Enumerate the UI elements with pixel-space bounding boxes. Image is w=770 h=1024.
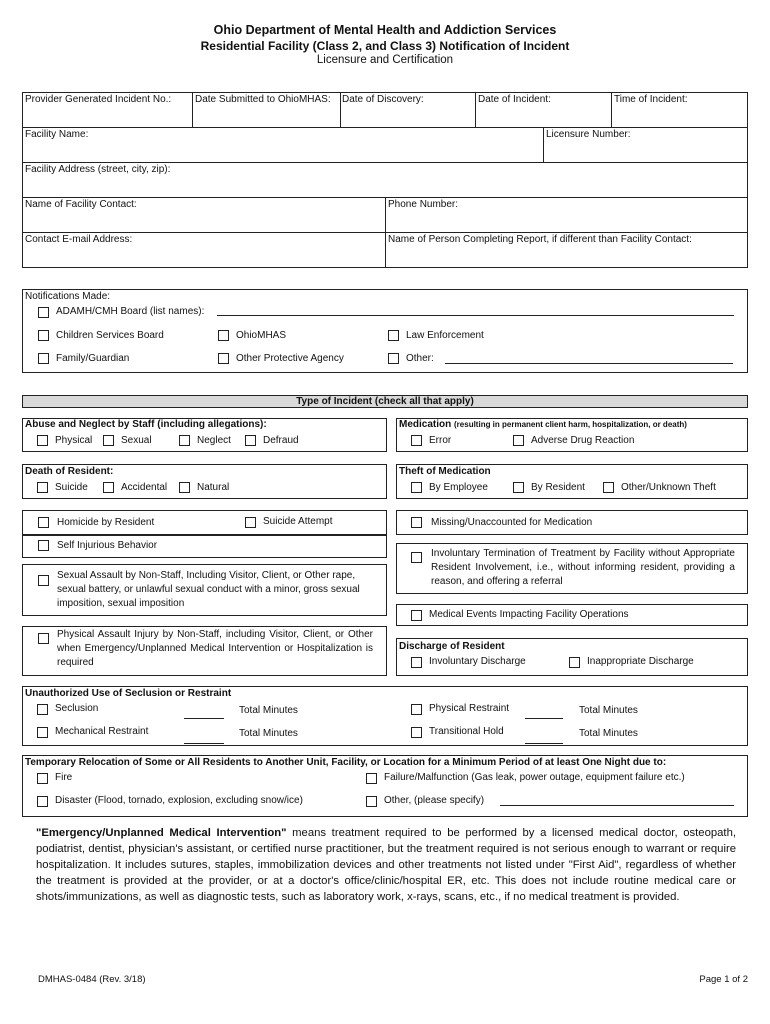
homicide-checkbox[interactable]	[38, 517, 49, 528]
inappropriate-discharge-checkbox[interactable]	[569, 657, 580, 668]
adamh-checkbox[interactable]	[38, 307, 49, 318]
suicide-attempt-checkbox[interactable]	[245, 517, 256, 528]
fire-label: Fire	[55, 772, 73, 783]
missing-medication-label: Missing/Unaccounted for Medication	[431, 517, 593, 528]
discharge-title: Discharge of Resident	[399, 641, 505, 652]
abuse-defraud-label: Defraud	[263, 435, 299, 446]
theft-title: Theft of Medication	[399, 466, 491, 477]
abuse-defraud-checkbox[interactable]	[245, 435, 256, 446]
page-number: Page 1 of 2	[699, 974, 748, 985]
other-notification-checkbox[interactable]	[388, 353, 399, 364]
physical-assault-checkbox[interactable]	[38, 633, 49, 644]
licensure-number-field[interactable]: Licensure Number:	[546, 129, 631, 140]
medication-error-label: Error	[429, 435, 452, 446]
person-completing-field[interactable]: Name of Person Completing Report, if different than Facility Contact:	[388, 234, 692, 245]
theft-resident-checkbox[interactable]	[513, 482, 524, 493]
transitional-minutes-input[interactable]	[525, 743, 563, 744]
phone-number-field[interactable]: Phone Number:	[388, 199, 459, 210]
fire-checkbox[interactable]	[37, 773, 48, 784]
mechanical-restraint-checkbox[interactable]	[37, 727, 48, 738]
notifications-label: Notifications Made:	[25, 291, 111, 302]
abuse-title: Abuse and Neglect by Staff (including allegations):	[25, 419, 267, 430]
other-notification-input[interactable]	[445, 363, 733, 364]
involuntary-discharge-checkbox[interactable]	[411, 657, 422, 668]
physical-assault-label: Physical Assault Injury by Non-Staff, including Visitor, Client, or Other when Emergency/Unplanned Medical Intervention or Hospitalization is required	[57, 629, 373, 668]
adverse-reaction-checkbox[interactable]	[513, 435, 524, 446]
missing-medication-checkbox[interactable]	[411, 517, 422, 528]
transitional-hold-checkbox[interactable]	[411, 727, 422, 738]
abuse-sexual-checkbox[interactable]	[103, 435, 114, 446]
form-subtitle: Residential Facility (Class 2, and Class 3) Notification of Incident	[200, 39, 570, 53]
death-accidental-checkbox[interactable]	[103, 482, 114, 493]
self-injurious-checkbox[interactable]	[38, 540, 49, 551]
adamh-names-input[interactable]	[217, 315, 734, 316]
disaster-checkbox[interactable]	[37, 796, 48, 807]
children-services-checkbox[interactable]	[38, 330, 49, 341]
abuse-physical-label: Physical	[55, 435, 93, 446]
theft-employee-checkbox[interactable]	[411, 482, 422, 493]
involuntary-termination-checkbox[interactable]	[411, 552, 422, 563]
theft-other-label: Other/Unknown Theft	[621, 482, 716, 493]
theft-employee-label: By Employee	[429, 482, 488, 493]
self-injurious-label: Self Injurious Behavior	[57, 540, 158, 551]
disaster-label: Disaster (Flood, tornado, explosion, excluding snow/ice)	[55, 795, 303, 806]
abuse-neglect-checkbox[interactable]	[179, 435, 190, 446]
involuntary-termination-label: Involuntary Termination of Treatment by Facility without Appropriate Resident Involvement, i.e., without informing resident, providing a reason, and offering a referral	[431, 548, 735, 587]
sexual-assault-label: Sexual Assault by Non-Staff, Including Visitor, Client, or Other rape, sexual battery, or unlawful sexual conduct with a minor, gross sexual imposition, sexual imposition	[57, 570, 360, 609]
medical-events-label: Medical Events Impacting Facility Operations	[429, 609, 629, 620]
family-label: Family/Guardian	[56, 353, 130, 364]
death-natural-label: Natural	[197, 482, 230, 493]
other-protective-label: Other Protective Agency	[236, 353, 344, 364]
death-accidental-label: Accidental	[121, 482, 168, 493]
date-submitted-field[interactable]: Date Submitted to OhioMHAS:	[195, 94, 331, 105]
suicide-attempt-label: Suicide Attempt	[263, 516, 333, 527]
date-discovery-field[interactable]: Date of Discovery:	[342, 94, 424, 105]
law-enforcement-checkbox[interactable]	[388, 330, 399, 341]
facility-name-field[interactable]: Facility Name:	[25, 129, 89, 140]
other-relocation-checkbox[interactable]	[366, 796, 377, 807]
incident-type-header: Type of Incident (check all that apply)	[296, 396, 474, 407]
theft-other-checkbox[interactable]	[603, 482, 614, 493]
ohiomhas-label: OhioMHAS	[236, 330, 287, 341]
abuse-physical-checkbox[interactable]	[37, 435, 48, 446]
mechanical-restraint-label: Mechanical Restraint	[55, 726, 149, 737]
sexual-assault-checkbox[interactable]	[38, 575, 49, 586]
provider-incident-no-field[interactable]: Provider Generated Incident No.:	[25, 94, 172, 105]
seclusion-title: Unauthorized Use of Seclusion or Restraint	[25, 688, 232, 699]
medication-error-checkbox[interactable]	[411, 435, 422, 446]
seclusion-minutes-label: Total Minutes	[239, 705, 298, 716]
homicide-label: Homicide by Resident	[57, 517, 155, 528]
date-incident-field[interactable]: Date of Incident:	[478, 94, 551, 105]
death-suicide-checkbox[interactable]	[37, 482, 48, 493]
physical-restraint-minutes-input[interactable]	[525, 718, 563, 719]
failure-checkbox[interactable]	[366, 773, 377, 784]
adamh-label: ADAMH/CMH Board (list names):	[56, 306, 205, 317]
contact-email-field[interactable]: Contact E-mail Address:	[25, 234, 133, 245]
mechanical-minutes-input[interactable]	[184, 743, 224, 744]
time-incident-field[interactable]: Time of Incident:	[614, 94, 688, 105]
death-title: Death of Resident:	[25, 466, 114, 477]
physical-restraint-label: Physical Restraint	[429, 703, 510, 714]
inappropriate-discharge-label: Inappropriate Discharge	[587, 656, 694, 667]
relocation-title: Temporary Relocation of Some or All Residents to Another Unit, Facility, or Location for a Minimum Period of at least One Night due to:	[25, 757, 667, 768]
death-natural-checkbox[interactable]	[179, 482, 190, 493]
facility-address-field[interactable]: Facility Address (street, city, zip):	[25, 164, 171, 175]
transitional-hold-label: Transitional Hold	[429, 726, 504, 737]
physical-restraint-minutes-label: Total Minutes	[579, 705, 638, 716]
medication-title: Medication (resulting in permanent client harm, hospitalization, or death)	[399, 419, 687, 430]
abuse-neglect-label: Neglect	[197, 435, 231, 446]
adverse-reaction-label: Adverse Drug Reaction	[531, 435, 635, 446]
death-suicide-label: Suicide	[55, 482, 88, 493]
medical-events-checkbox[interactable]	[411, 610, 422, 621]
form-title: Ohio Department of Mental Health and Addiction Services	[213, 23, 557, 37]
other-protective-checkbox[interactable]	[218, 353, 229, 364]
seclusion-minutes-input[interactable]	[184, 718, 224, 719]
transitional-minutes-label: Total Minutes	[579, 728, 638, 739]
other-notification-label: Other:	[406, 353, 434, 364]
family-checkbox[interactable]	[38, 353, 49, 364]
form-number: DMHAS-0484 (Rev. 3/18)	[38, 974, 146, 985]
facility-contact-field[interactable]: Name of Facility Contact:	[25, 199, 137, 210]
other-relocation-label: Other, (please specify)	[384, 795, 485, 806]
mechanical-minutes-label: Total Minutes	[239, 728, 298, 739]
involuntary-discharge-label: Involuntary Discharge	[429, 656, 526, 667]
failure-label: Failure/Malfunction (Gas leak, power outage, equipment failure etc.)	[384, 772, 685, 783]
law-enforcement-label: Law Enforcement	[406, 330, 484, 341]
ohiomhas-checkbox[interactable]	[218, 330, 229, 341]
theft-resident-label: By Resident	[531, 482, 585, 493]
abuse-sexual-label: Sexual	[121, 435, 152, 446]
definition-paragraph: "Emergency/Unplanned Medical Intervention" means treatment required to be performed by a licensed medical doctor, osteopath, podiatrist, dentist, physician's assistant, or certified nurse practitioner, but the treatment required is not serious enough to warrant or require hospitalization. It includes sutures, staples, immobilization devices and other treatments not listed under "First Aid", regardless of whether the treatment is provided at the provider, or at a doctor's office/clinic/hospital ER, etc. This does not include routine medical care or shots/immunizations, as well as diagnostic tests, such as laboratory work, x-rays, scans, etc., if no medical treatment is provided.	[36, 827, 736, 903]
form-section: Licensure and Certification	[316, 54, 454, 66]
physical-restraint-checkbox[interactable]	[411, 704, 422, 715]
other-relocation-input[interactable]	[500, 805, 734, 806]
seclusion-checkbox[interactable]	[37, 704, 48, 715]
children-services-label: Children Services Board	[56, 330, 164, 341]
seclusion-label: Seclusion	[55, 703, 99, 714]
